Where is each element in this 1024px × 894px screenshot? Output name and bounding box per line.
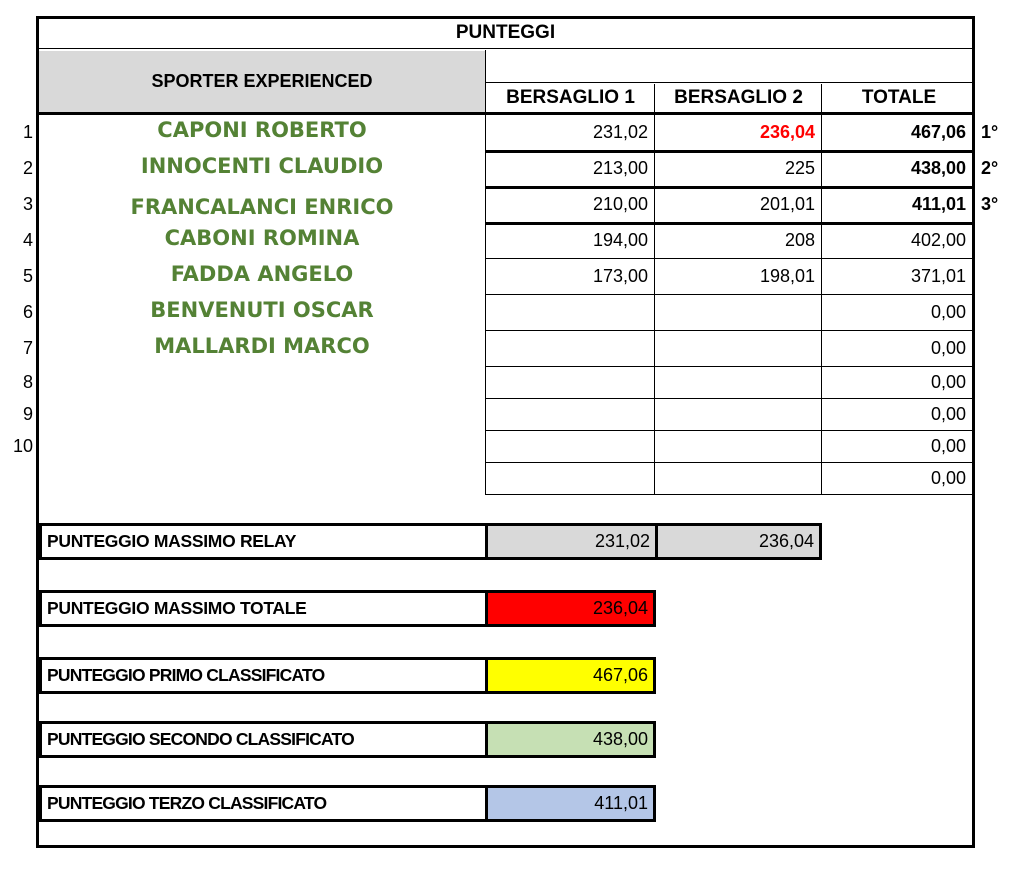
cell-separator [972,114,975,150]
bersaglio-1-cell [485,398,654,430]
cell-separator [821,330,822,366]
rank-label [981,294,1021,330]
bersaglio-1-cell [485,430,654,462]
cell-separator [654,114,655,150]
row-number: 4 [22,230,33,250]
bersaglio-2-cell: 198,01 [759,266,815,286]
totale-cell: 0,00 [930,302,966,322]
max-total-label: PUNTEGGIO MASSIMO TOTALE [47,598,307,618]
cell-separator [972,462,975,494]
competitor-name: FRANCALANCI ENRICO [130,195,394,219]
cell-separator [972,258,975,294]
bersaglio-1-cell: 213,00 [592,158,648,178]
cell-separator [654,258,655,294]
category-header: SPORTER EXPERIENCED [39,51,485,113]
header-sub-divider [485,82,972,83]
row-number: 8 [22,372,33,392]
bersaglio-2-cell [654,294,821,330]
cell-separator [654,222,655,258]
bersaglio-2-cell [654,366,821,398]
cell-separator [972,330,975,366]
competitor-name [39,398,485,430]
cell-separator [821,258,822,294]
cell-separator [972,186,975,222]
cell-separator [485,114,486,150]
cell-separator [485,398,486,430]
cell-separator [485,150,486,186]
totale-cell: 402,00 [910,230,966,250]
totale-cell: 0,00 [930,372,966,392]
row-number: 9 [22,404,33,424]
rank-label [981,430,1021,462]
relay-label: PUNTEGGIO MASSIMO RELAY [47,531,297,551]
title-divider [39,48,972,49]
cell-separator [654,186,655,222]
totale-cell: 467,06 [910,122,966,142]
cell-separator [972,294,975,330]
bersaglio-2-cell: 225 [784,158,815,178]
bersaglio-2-cell: 201,01 [759,194,815,214]
cell-separator [821,366,822,398]
bersaglio-2-cell [654,430,821,462]
header-separator [821,84,822,113]
second-place-value: 438,00 [485,724,653,755]
cell-separator [821,294,822,330]
first-place-label: PUNTEGGIO PRIMO CLASSIFICATO [47,665,325,685]
rank-label [981,462,1021,494]
bersaglio-2-cell [654,462,821,494]
rank-label [981,366,1021,398]
cell-separator [485,186,486,222]
totale-cell: 438,00 [910,158,966,178]
header-separator [485,50,486,113]
first-place-value: 467,06 [485,660,653,691]
bersaglio-2-cell [654,398,821,430]
cell-separator [821,150,822,186]
column-header-totale: TOTALE [861,87,937,108]
totale-cell: 0,00 [930,468,966,488]
cell-separator [821,186,822,222]
rank-label: 3° [981,194,999,214]
cell-separator [821,398,822,430]
rank-label [981,398,1021,430]
rank-label: 2° [981,158,999,178]
cell-separator [654,330,655,366]
row-number: 5 [22,266,33,286]
totale-cell: 411,01 [911,194,966,214]
totale-cell: 0,00 [930,338,966,358]
cell-separator [821,430,822,462]
third-place-label: PUNTEGGIO TERZO CLASSIFICATO [47,793,327,813]
cell-separator [485,258,486,294]
row-divider [485,494,975,495]
cell-separator [654,462,655,494]
cell-separator [654,150,655,186]
cell-separator [654,430,655,462]
cell-separator [485,330,486,366]
bersaglio-1-cell [485,462,654,494]
cell-separator [654,294,655,330]
bersaglio-1-cell: 173,00 [592,266,648,286]
competitor-name: CAPONI ROBERTO [157,118,367,142]
cell-separator [485,366,486,398]
third-place-value: 411,01 [485,788,653,819]
cell-separator [972,222,975,258]
bersaglio-2-cell: 236,04 [759,122,815,142]
cell-separator [972,150,975,186]
row-number: 7 [22,338,33,358]
bersaglio-1-cell [485,366,654,398]
row-number: 2 [22,158,33,178]
cell-separator [485,430,486,462]
second-place-label: PUNTEGGIO SECONDO CLASSIFICATO [47,729,354,749]
competitor-name: FADDA ANGELO [170,262,354,286]
rank-label [981,222,1021,258]
totale-cell: 0,00 [930,436,966,456]
cell-separator [654,366,655,398]
cell-separator [821,222,822,258]
bersaglio-1-cell [485,330,654,366]
competitor-name: INNOCENTI CLAUDIO [140,154,384,178]
cell-separator [972,366,975,398]
cell-separator [972,430,975,462]
sheet-title: PUNTEGGI [455,22,556,43]
bersaglio-1-cell: 210,00 [592,194,648,214]
max-total-value: 236,04 [485,593,653,624]
totale-cell: 0,00 [930,404,966,424]
column-header-bersaglio-2: BERSAGLIO 2 [674,87,803,108]
header-separator [654,84,655,113]
cell-separator [485,294,486,330]
competitor-name [39,462,485,494]
cell-separator [485,222,486,258]
bersaglio-1-cell [485,294,654,330]
column-header-bersaglio-1: BERSAGLIO 1 [506,87,635,108]
cell-separator [972,398,975,430]
competitor-name [39,430,485,462]
totale-cell: 371,01 [910,266,966,286]
competitor-name [39,366,485,398]
row-number [0,462,33,494]
cell-separator [821,462,822,494]
competitor-name: MALLARDI MARCO [154,334,370,358]
bersaglio-1-cell: 231,02 [592,122,648,142]
competitor-name: CABONI ROMINA [164,226,360,250]
cell-separator [821,114,822,150]
relay-b1-value: 231,02 [485,526,655,557]
competitor-name: BENVENUTI OSCAR [150,298,374,322]
row-number: 1 [22,122,33,142]
rank-label: 1° [981,122,999,142]
bersaglio-2-cell: 208 [784,230,815,250]
rank-label [981,330,1021,366]
relay-b2-value: 236,04 [655,526,819,557]
row-number: 6 [22,302,33,322]
row-number: 3 [22,194,33,214]
bersaglio-1-cell: 194,00 [592,230,648,250]
bersaglio-2-cell [654,330,821,366]
cell-separator [485,462,486,494]
rank-label [981,258,1021,294]
cell-separator [654,398,655,430]
row-number: 10 [12,436,33,456]
